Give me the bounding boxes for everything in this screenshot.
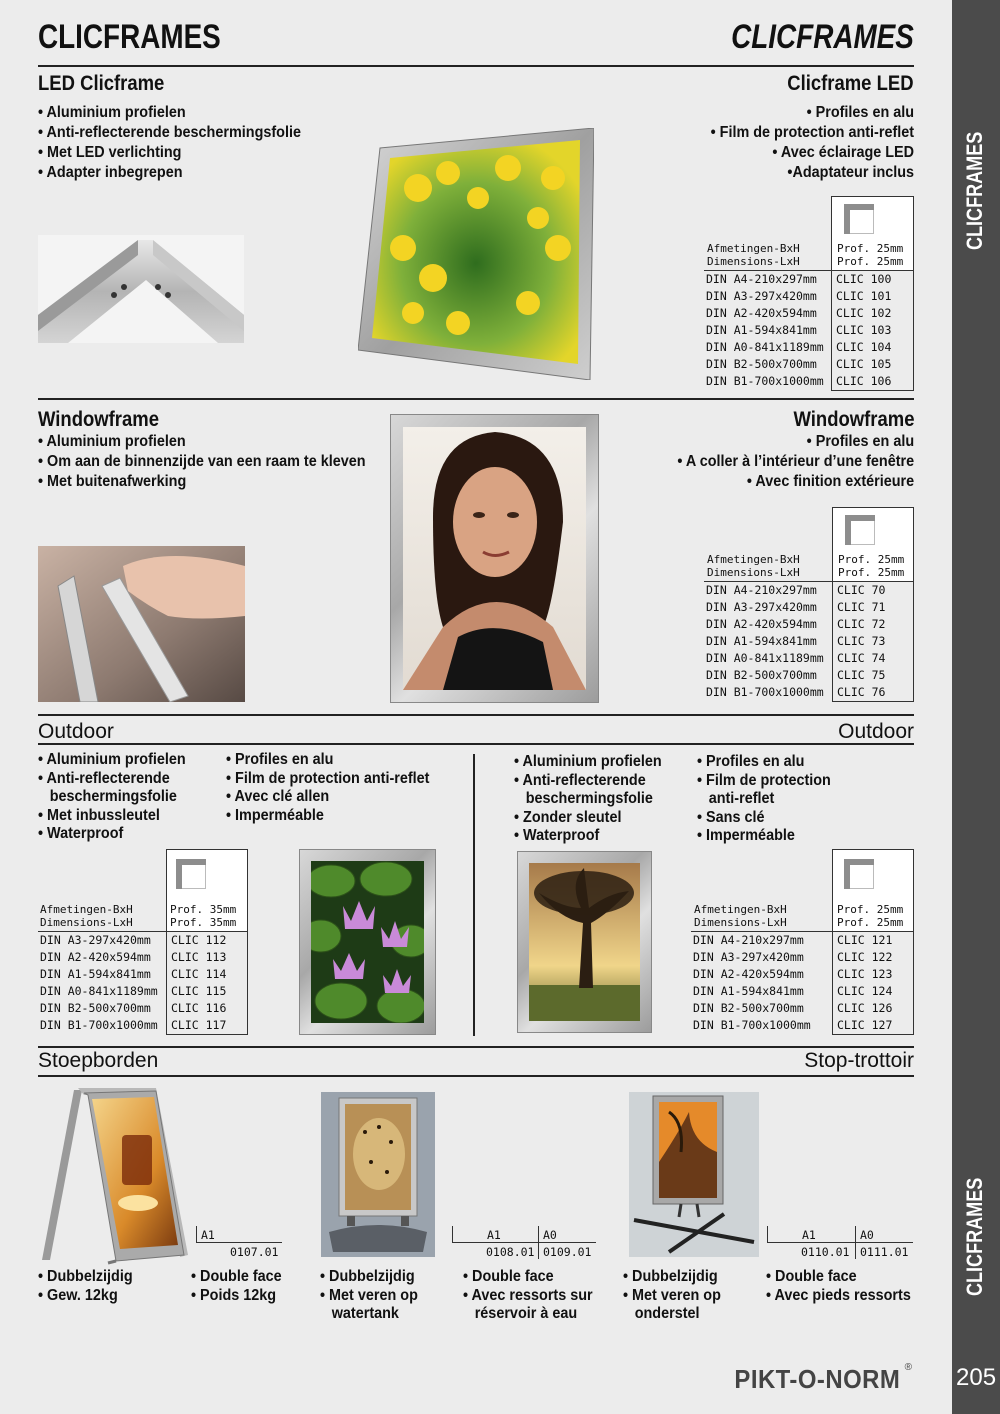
table-row: DIN B1-700x1000mm CLIC 127 (691, 1017, 914, 1035)
table-row: DIN B1-700x1000mm CLIC 106 (704, 373, 914, 391)
table-row: DIN A3-297x420mm CLIC 101 (704, 288, 914, 305)
spring-board-bullets-nl (623, 1268, 732, 1324)
list-item: • Avec clé allen (226, 788, 330, 805)
outdoor-right-bullets-nl (514, 753, 678, 846)
list-item: anti-reflet (708, 790, 775, 807)
list-item: • Anti-reflecterende (514, 771, 646, 789)
a-board-bullets-fr (191, 1268, 292, 1305)
table-row: DIN A4-210x297mm CLIC 70 (704, 582, 914, 599)
list-item: • Double face (463, 1268, 554, 1285)
list-item: • Film de protection anti-reflet (226, 769, 430, 787)
code-value: 0109.01 (538, 1243, 596, 1259)
list-item: • Adapter inbegrepen (38, 164, 183, 181)
code-value: 0110.01 (801, 1245, 850, 1259)
window-spec-table (704, 507, 914, 703)
window-title-nl: Windowframe (38, 408, 159, 431)
outdoor-left-bullets-fr (226, 751, 452, 825)
corner-profile-icon (845, 515, 875, 545)
table-row: DIN A2-420x594mm CLIC 72 (704, 616, 914, 633)
list-item: • Avec pieds ressorts (766, 1286, 911, 1304)
sidebar-label-top: CLICFRAMES (962, 131, 987, 250)
table-header-dimensions: Afmetingen-BxH Dimensions-LxH (694, 903, 787, 929)
list-item: • Imperméable (226, 806, 324, 824)
outdoor-title-fr: Outdoor (838, 720, 914, 743)
outdoor-title-rule (38, 743, 914, 745)
table-body (704, 581, 914, 702)
outdoor-tree-image (517, 851, 652, 1033)
outdoor-right-spec-table (691, 849, 914, 1034)
corner-profile-icon (176, 859, 206, 889)
brand-name: PIKT-O-NORM (734, 1364, 900, 1394)
list-item: • Dubbelzijdig (320, 1268, 415, 1285)
list-item: • Avec éclairage LED (772, 144, 914, 161)
watertank-board-image (321, 1092, 435, 1257)
stoep-title-fr: Stop-trottoir (804, 1049, 914, 1072)
table-row: DIN A2-420x594mm CLIC 113 (38, 949, 248, 966)
list-item: • Double face (766, 1268, 857, 1285)
list-item: onderstel (634, 1305, 700, 1322)
list-item: • Profiles en alu (226, 751, 334, 768)
led-profile-corner-image (38, 235, 244, 343)
table-row: DIN B2-500x700mm CLIC 126 (691, 1000, 914, 1017)
list-item: • Poids 12kg (191, 1286, 277, 1304)
window-bullets-fr (651, 432, 914, 492)
list-item: • Waterproof (38, 825, 124, 842)
table-body (38, 931, 248, 1035)
led-frame-image (358, 128, 594, 380)
watertank-board-codes (452, 1226, 596, 1259)
list-item: • Met LED verlichting (38, 144, 182, 161)
list-item: • Met veren op (623, 1286, 721, 1304)
table-body (704, 270, 914, 391)
window-bullets-nl (38, 432, 402, 492)
window-mounting-image (38, 546, 245, 702)
list-item: • Aluminium profielen (514, 753, 662, 770)
brand-logo (734, 1364, 900, 1395)
table-header-dimensions: Afmetingen-BxH Dimensions-LxH (40, 903, 133, 929)
table-row: DIN A4-210x297mm CLIC 100 (704, 271, 914, 288)
table-row: DIN A3-297x420mm CLIC 71 (704, 599, 914, 616)
section-rule (38, 398, 914, 400)
outdoor-divider (473, 754, 475, 1036)
header-rule (38, 65, 914, 67)
a-board-codes (196, 1226, 282, 1259)
table-row: DIN B2-500x700mm CLIC 75 (704, 667, 914, 684)
list-item: beschermingsfolie (49, 788, 177, 805)
outdoor-lotus-image (299, 849, 436, 1035)
list-item: • Met veren op (320, 1286, 418, 1304)
list-item: • Met inbussleutel (38, 806, 160, 824)
spring-board-image (629, 1092, 759, 1257)
a-board-image (38, 1085, 190, 1265)
list-item: • Gew. 12kg (38, 1286, 118, 1304)
watertank-board-bullets-nl (320, 1268, 429, 1324)
table-row: DIN B1-700x1000mm CLIC 76 (704, 684, 914, 702)
code-header: A1 (196, 1226, 282, 1242)
list-item: beschermingsfolie (525, 790, 653, 807)
outdoor-right-bullets-fr (697, 753, 846, 846)
page-title-left: CLICFRAMES (38, 18, 221, 56)
led-bullets-fr (688, 103, 914, 183)
list-item: •Adaptateur inclus (787, 164, 914, 181)
code-value: 0108.01 (486, 1245, 535, 1259)
list-item: • Aluminium profielen (38, 104, 186, 121)
table-header-profile: Prof. 25mm Prof. 25mm (837, 903, 904, 929)
table-row: DIN A1-594x841mm CLIC 124 (691, 983, 914, 1000)
table-header-profile: Prof. 25mm Prof. 25mm (838, 553, 905, 579)
list-item: • Profiles en alu (697, 753, 805, 770)
list-item: • Anti-reflecterende beschermingsfolie (38, 124, 301, 141)
table-row: DIN A3-297x420mm CLIC 112 (38, 932, 248, 949)
sidebar-label-bottom: CLICFRAMES (962, 1177, 987, 1296)
page-number: 205 (956, 1364, 997, 1391)
stoep-title-nl: Stoepborden (38, 1049, 159, 1072)
code-value: 0111.01 (855, 1243, 913, 1259)
window-title-fr: Windowframe (793, 408, 914, 431)
table-row: DIN A1-594x841mm CLIC 73 (704, 633, 914, 650)
table-body (691, 931, 914, 1035)
table-row: DIN A4-210x297mm CLIC 121 (691, 932, 914, 949)
led-title-nl: LED Clicframe (38, 72, 165, 95)
code-value: 0107.01 (230, 1245, 279, 1259)
table-header-dimensions: Afmetingen-BxH Dimensions-LxH (707, 242, 800, 268)
list-item: • Sans clé (697, 808, 765, 826)
table-header-dimensions: Afmetingen-BxH Dimensions-LxH (707, 553, 800, 579)
table-row: DIN B1-700x1000mm CLIC 117 (38, 1017, 248, 1035)
windowframe-portrait-image (390, 414, 599, 703)
list-item: • Film de protection (697, 771, 831, 789)
table-row: DIN A3-297x420mm CLIC 122 (691, 949, 914, 966)
list-item: • Met buitenafwerking (38, 473, 187, 490)
list-item: • Zonder sleutel (514, 808, 622, 826)
code-header: A0 (855, 1226, 913, 1242)
led-spec-table (704, 196, 914, 392)
list-item: • Double face (191, 1268, 282, 1285)
table-row: DIN A2-420x594mm CLIC 123 (691, 966, 914, 983)
table-row: DIN A0-841x1189mm CLIC 104 (704, 339, 914, 356)
watertank-board-bullets-fr (463, 1268, 607, 1324)
spring-board-bullets-fr (766, 1268, 927, 1305)
led-title-fr: Clicframe LED (787, 72, 914, 95)
outdoor-left-spec-table (38, 849, 248, 1034)
table-row: DIN A0-841x1189mm CLIC 115 (38, 983, 248, 1000)
spring-board-codes (767, 1226, 913, 1259)
list-item: • Anti-reflecterende (38, 769, 170, 787)
code-header: A1 (452, 1226, 538, 1242)
registered-mark: ® (904, 1362, 912, 1373)
list-item: • Avec ressorts sur (463, 1286, 593, 1304)
list-item: • Dubbelzijdig (38, 1268, 133, 1285)
code-header: A1 (767, 1226, 855, 1242)
section-rule (38, 714, 914, 716)
sidebar (952, 0, 1000, 1414)
corner-profile-icon (844, 204, 874, 234)
list-item: • Profiles en alu (806, 104, 914, 121)
table-row: DIN A2-420x594mm CLIC 102 (704, 305, 914, 322)
table-header-profile: Prof. 35mm Prof. 35mm (170, 903, 237, 929)
list-item: • Om aan de binnenzijde van een raam te kleven (38, 453, 366, 470)
list-item: • Profiles en alu (806, 433, 914, 450)
outdoor-title-nl: Outdoor (38, 720, 114, 743)
list-item: • Aluminium profielen (38, 751, 186, 768)
table-row: DIN B2-500x700mm CLIC 116 (38, 1000, 248, 1017)
led-bullets-nl (38, 103, 330, 183)
list-item: • Waterproof (514, 827, 600, 844)
list-item: • Imperméable (697, 827, 795, 844)
section-rule (38, 1046, 914, 1048)
list-item: • Film de protection anti-reflet (710, 124, 914, 141)
table-row: DIN B2-500x700mm CLIC 105 (704, 356, 914, 373)
table-row: DIN A1-594x841mm CLIC 114 (38, 966, 248, 983)
list-item: • Dubbelzijdig (623, 1268, 718, 1285)
table-header-profile: Prof. 25mm Prof. 25mm (837, 242, 904, 268)
list-item: réservoir à eau (474, 1305, 578, 1322)
stoep-title-rule (38, 1075, 914, 1077)
code-header: A0 (538, 1226, 596, 1242)
list-item: • Aluminium profielen (38, 433, 186, 450)
table-row: DIN A0-841x1189mm CLIC 74 (704, 650, 914, 667)
table-row: DIN A1-594x841mm CLIC 103 (704, 322, 914, 339)
a-board-bullets-nl (38, 1268, 143, 1305)
list-item: • Avec finition extérieure (746, 473, 914, 490)
page-title-right: CLICFRAMES (731, 18, 914, 56)
list-item: • A coller à l’intérieur d’une fenêtre (677, 453, 914, 470)
outdoor-left-bullets-nl (38, 751, 202, 844)
corner-profile-icon (844, 859, 874, 889)
list-item: watertank (331, 1305, 399, 1322)
